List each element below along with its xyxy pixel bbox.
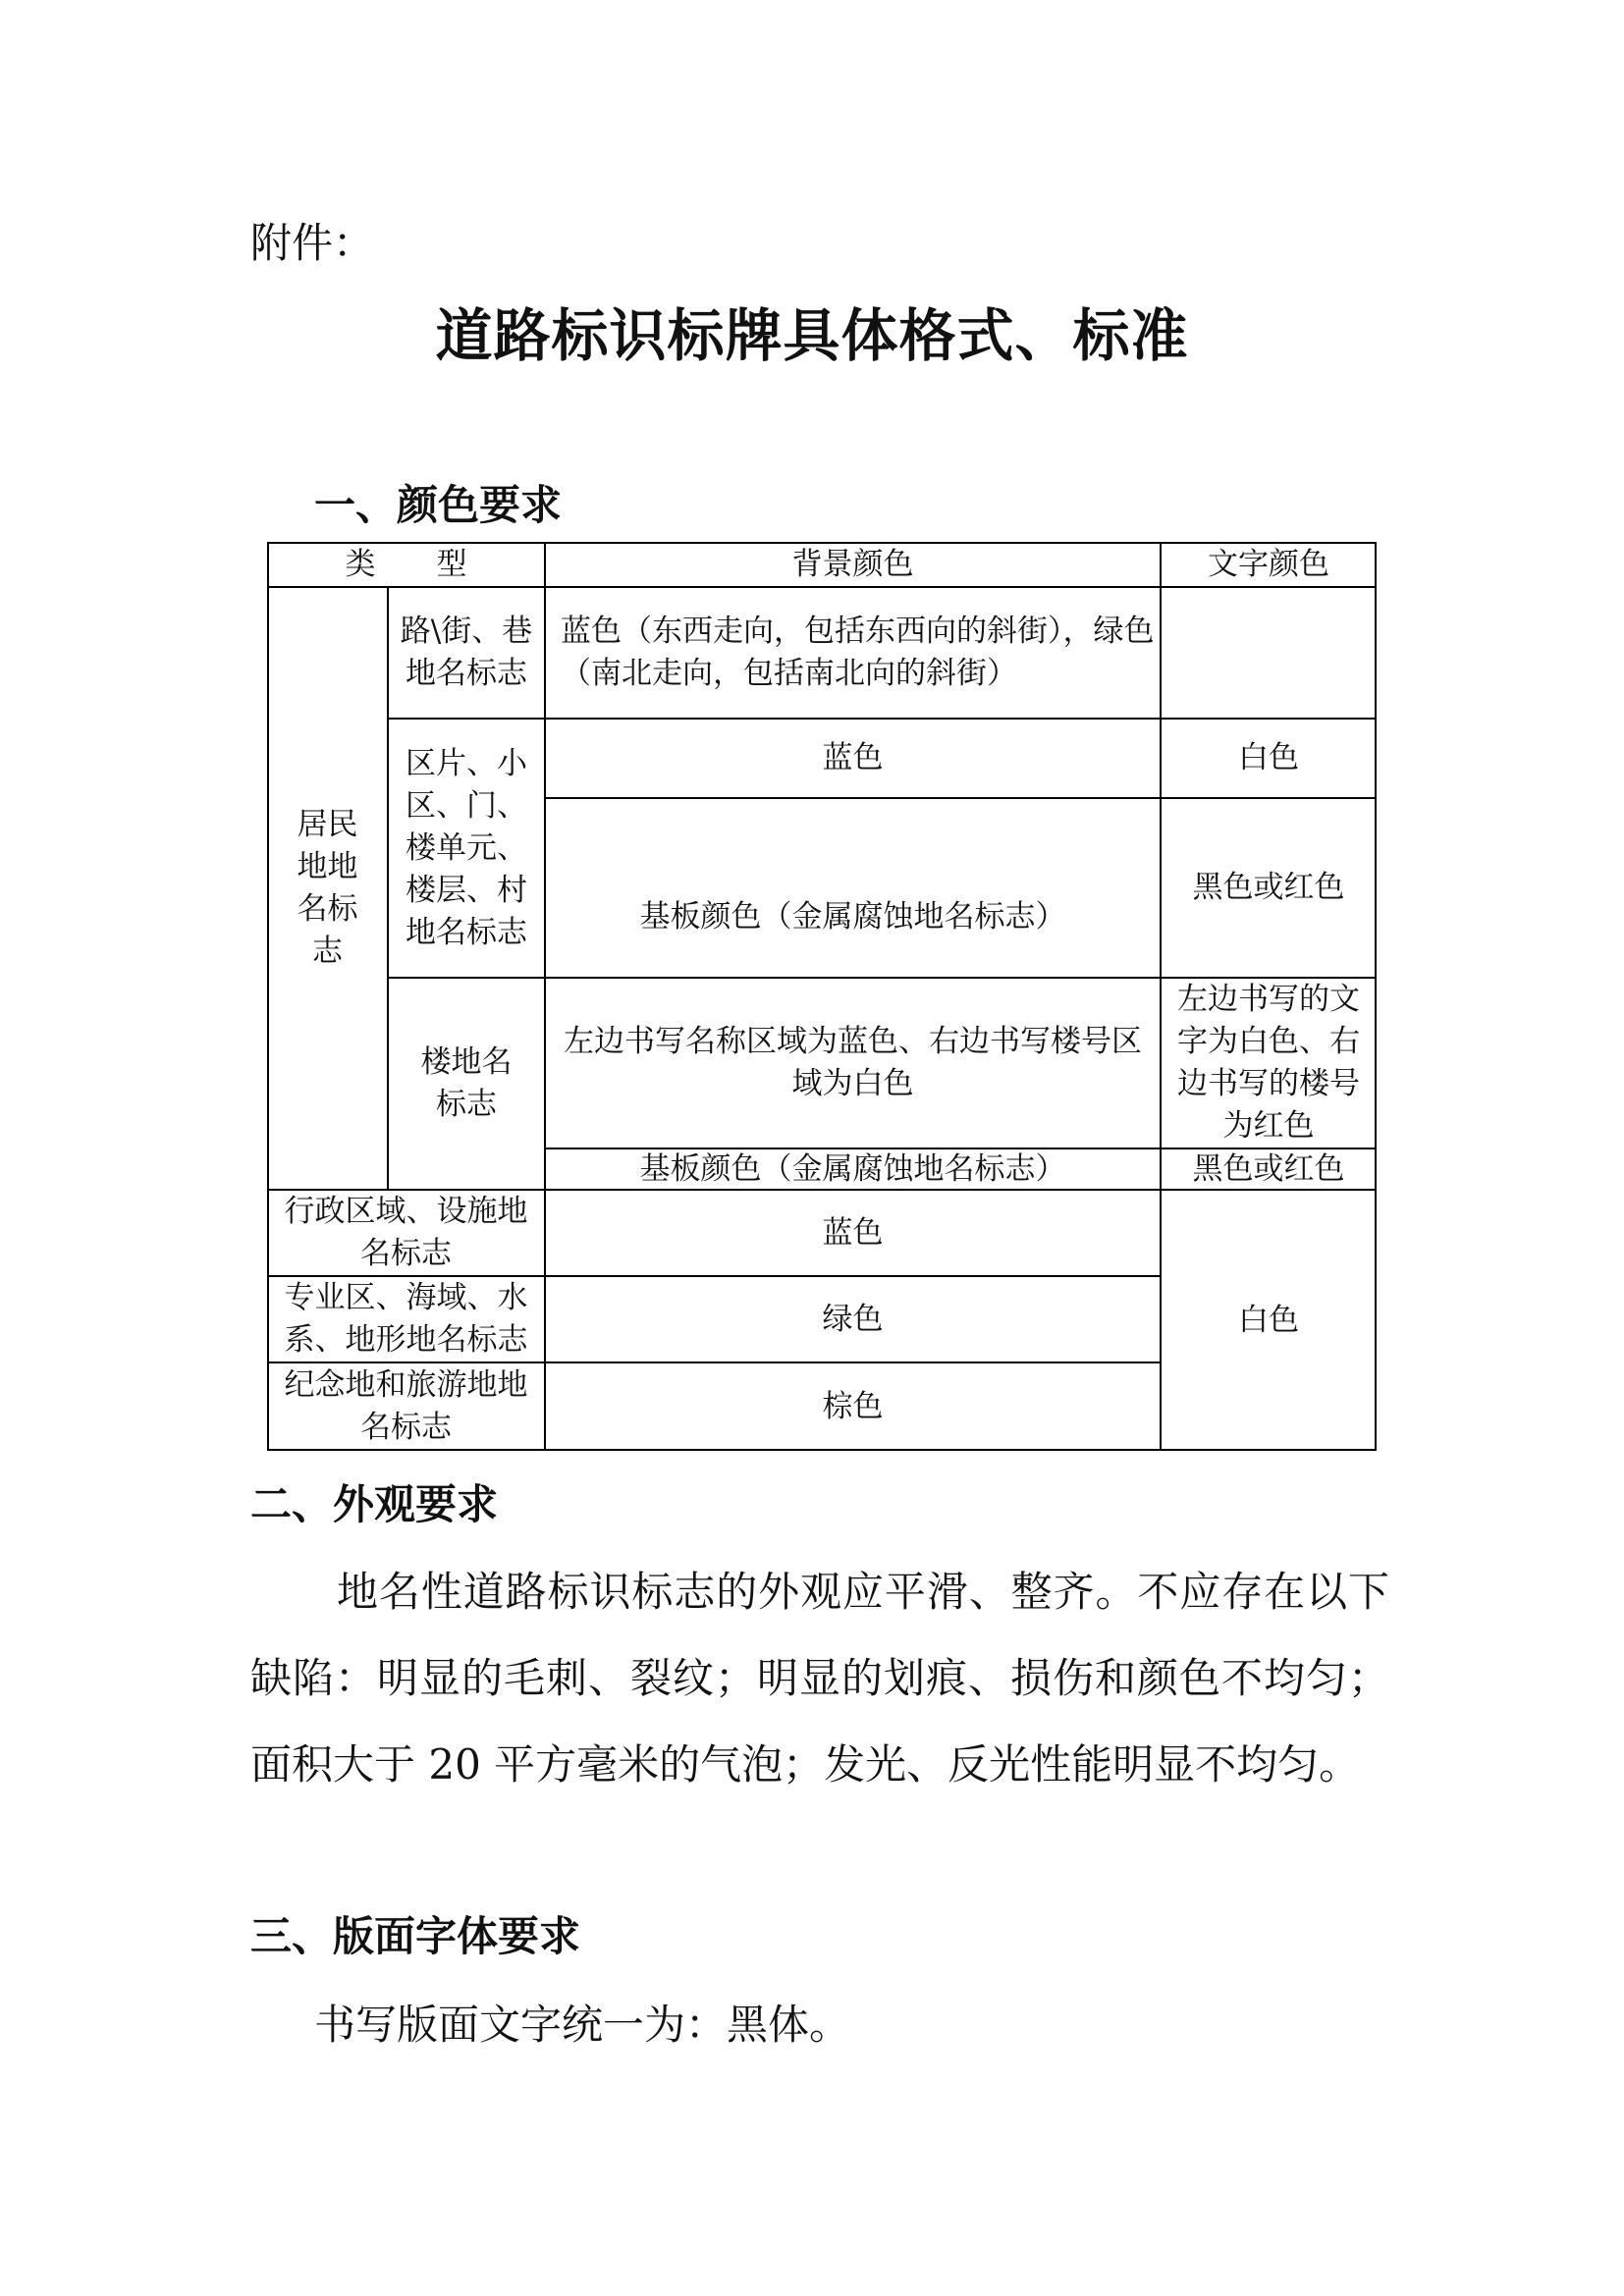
building-sign-type: 楼地名标志 <box>420 1044 513 1122</box>
area-sign-background-b: 基板颜色（金属腐蚀地名标志） <box>639 899 1066 934</box>
road-sign-background: 蓝色（东西走向，包括东西向的斜街），绿色（南北走向，包括南北向的斜街） <box>561 614 1155 691</box>
section-2-paragraph: 地名性道路标识标志的外观应平滑、整齐。不应存在以下缺陷：明显的毛刺、裂纹；明显的划痕、损伤和颜色不均匀；面积大于 20 平方毫米的气泡；发光、反光性能明显不均匀。 <box>250 1568 1389 1789</box>
header-background-color: 背景颜色 <box>791 546 914 582</box>
building-sign-background-a: 左边书写名称区域为蓝色、右边书写楼号区域为白色 <box>564 1024 1142 1101</box>
admin-sign-background: 蓝色 <box>822 1214 884 1251</box>
residential-group-label: 居民地地名标志 <box>297 807 358 969</box>
memorial-sign-background: 棕色 <box>822 1388 884 1424</box>
section-3-heading: 三、版面字体要求 <box>250 1912 581 1960</box>
memorial-sign-type: 纪念地和旅游地地名标志 <box>284 1367 528 1445</box>
area-sign-text-color-a: 白色 <box>1238 740 1299 775</box>
building-sign-text-color-b: 黑色或红色 <box>1192 1150 1345 1187</box>
section-1-heading: 一、颜色要求 <box>314 481 563 529</box>
area-sign-text-color-b: 黑色或红色 <box>1192 870 1345 905</box>
shared-text-color: 白色 <box>1238 1302 1299 1338</box>
section-2-heading: 二、外观要求 <box>250 1480 499 1528</box>
admin-sign-type: 行政区域、设施地名标志 <box>284 1194 528 1271</box>
area-sign-type: 区片、小区、门、楼单元、楼层、村地名标志 <box>406 745 527 950</box>
professional-sign-type: 专业区、海域、水系、地形地名标志 <box>284 1280 528 1358</box>
area-sign-background-a: 蓝色 <box>822 740 884 775</box>
attachment-label: 附件： <box>250 219 375 267</box>
document-title: 道路标识标牌具体格式、标准 <box>435 302 1189 369</box>
building-sign-text-color-a: 左边书写的文字为白色、右边书写的楼号为红色 <box>1177 982 1360 1144</box>
professional-sign-background: 绿色 <box>822 1301 884 1337</box>
building-sign-background-b: 基板颜色（金属腐蚀地名标志） <box>639 1150 1066 1187</box>
road-sign-text-color <box>1161 587 1377 719</box>
road-sign-type: 路\街、巷地名标志 <box>400 614 533 691</box>
section-3-paragraph: 书写版面文字统一为：黑体。 <box>314 2001 851 2049</box>
color-requirements-table <box>267 542 1377 1451</box>
header-type: 类 型 <box>345 546 467 582</box>
header-text-color: 文字颜色 <box>1208 546 1329 582</box>
